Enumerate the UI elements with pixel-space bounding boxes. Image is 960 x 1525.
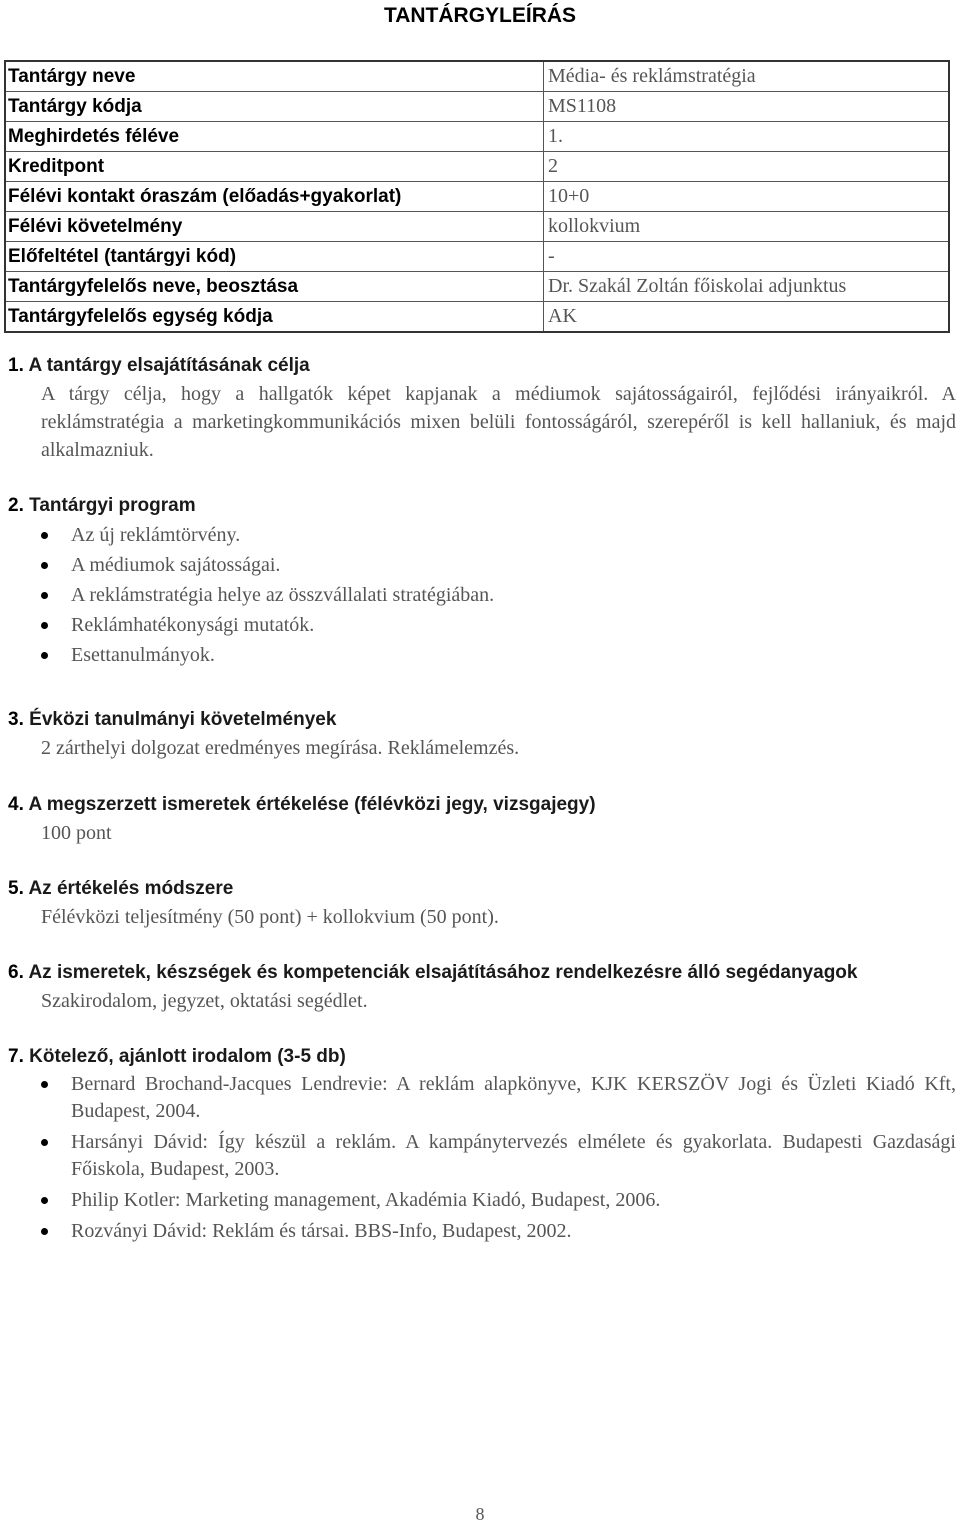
section-heading	[8, 1043, 956, 1071]
list-item: A reklámstratégia helye az összvállalati stratégiában.	[41, 580, 956, 610]
section-heading	[8, 959, 956, 987]
section-heading	[8, 492, 956, 520]
list-item: Philip Kotler: Marketing management, Akadémia Kiadó, Budapest, 2006.	[41, 1187, 956, 1214]
table-row	[5, 61, 949, 92]
section-text: 2 zárthelyi dolgozat eredményes megírása. Reklámelemzés.	[41, 737, 520, 759]
section-text: 100 pont	[41, 822, 112, 844]
row-label: Meghirdetés féléve	[5, 122, 544, 152]
section-number: 3.	[8, 709, 24, 730]
table-row	[5, 242, 949, 272]
section-text: Szakirodalom, jegyzet, oktatási segédlet.	[41, 990, 368, 1012]
table-row	[5, 152, 949, 182]
row-value: kollokvium	[548, 215, 641, 237]
section-materials	[8, 959, 956, 1015]
table-row	[5, 92, 949, 122]
row-label: Félévi kontakt óraszám (előadás+gyakorlat)	[5, 182, 544, 212]
section-evaluation	[8, 791, 956, 847]
list-item: Rozványi Dávid: Reklám és társai. BBS-Info, Budapest, 2002.	[41, 1218, 956, 1245]
section-heading	[8, 875, 956, 903]
section-requirements	[8, 706, 956, 762]
section-literature	[8, 1043, 956, 1249]
list-item: Az új reklámtörvény.	[41, 520, 956, 550]
section-number: 1.	[8, 355, 24, 376]
section-number: 5.	[8, 878, 24, 899]
row-label: Tantárgyfelelős egység kódja	[5, 302, 544, 333]
list-item: Esettanulmányok.	[41, 640, 956, 670]
row-value: Dr. Szakál Zoltán főiskolai adjunktus	[548, 275, 847, 297]
section-title: Évközi tanulmányi követelmények	[29, 709, 337, 730]
row-label: Félévi követelmény	[5, 212, 544, 242]
table-row	[5, 272, 949, 302]
table-row	[5, 182, 949, 212]
program-list	[41, 520, 956, 670]
row-label: Tantárgy kódja	[5, 92, 544, 122]
row-label: Tantárgy neve	[5, 61, 544, 92]
row-label: Előfeltétel (tantárgyi kód)	[5, 242, 544, 272]
section-heading	[8, 352, 956, 380]
row-value: -	[548, 245, 555, 267]
row-label: Tantárgyfelelős neve, beosztása	[5, 272, 544, 302]
literature-list	[41, 1071, 956, 1245]
section-title: Az ismeretek, készségek és kompetenciák elsajátításához rendelkezésre álló segédanyagok	[28, 962, 858, 983]
section-number: 4.	[8, 794, 24, 815]
course-info-table	[4, 60, 950, 333]
section-title: Az értékelés módszere	[28, 878, 234, 899]
row-value: AK	[548, 305, 577, 327]
list-item: Harsányi Dávid: Így készül a reklám. A kampánytervezés elmélete és gyakorlata. Budapesti Gazdasági Főiskola, Budapest, 2003.	[41, 1129, 956, 1183]
section-method	[8, 875, 956, 931]
section-text: Félévközi teljesítmény (50 pont) + kollokvium (50 pont).	[41, 906, 499, 928]
table-row	[5, 212, 949, 242]
row-value: Média- és reklámstratégia	[548, 65, 756, 87]
row-value: 1.	[548, 125, 563, 147]
section-title: Kötelező, ajánlott irodalom (3-5 db)	[29, 1046, 346, 1067]
row-label: Kreditpont	[5, 152, 544, 182]
list-item: Bernard Brochand-Jacques Lendrevie: A reklám alapkönyve, KJK KERSZÖV Jogi és Üzleti Kiadó Kft, Budapest, 2004.	[41, 1071, 956, 1125]
row-value: 10+0	[548, 185, 590, 207]
section-title: A tantárgy elsajátításának célja	[28, 355, 310, 376]
section-goal	[8, 352, 956, 464]
section-number: 6.	[8, 962, 24, 983]
section-heading	[8, 791, 956, 819]
table-row	[5, 302, 949, 333]
section-number: 2.	[8, 495, 24, 516]
section-text: A tárgy célja, hogy a hallgatók képet kapjanak a médiumok sajátosságairól, fejlődési irányaikról. A reklámstratégia a marketingkommunikációs mixen belüli fontosságáról, szerepéről is kell hallaniuk, és majd alkalmazniuk.	[41, 383, 956, 461]
page-title: TANTÁRGYLEÍRÁS	[383, 4, 577, 27]
section-title: Tantárgyi program	[29, 495, 196, 516]
row-value: 2	[548, 155, 558, 177]
section-title: A megszerzett ismeretek értékelése (félévközi jegy, vizsgajegy)	[28, 794, 596, 815]
list-item: A médiumok sajátosságai.	[41, 550, 956, 580]
table-row	[5, 122, 949, 152]
section-number: 7.	[8, 1046, 24, 1067]
list-item: Reklámhatékonysági mutatók.	[41, 610, 956, 640]
page-number: 8	[475, 1504, 485, 1524]
row-value: MS1108	[548, 95, 617, 117]
section-heading	[8, 706, 956, 734]
section-program	[8, 492, 956, 670]
